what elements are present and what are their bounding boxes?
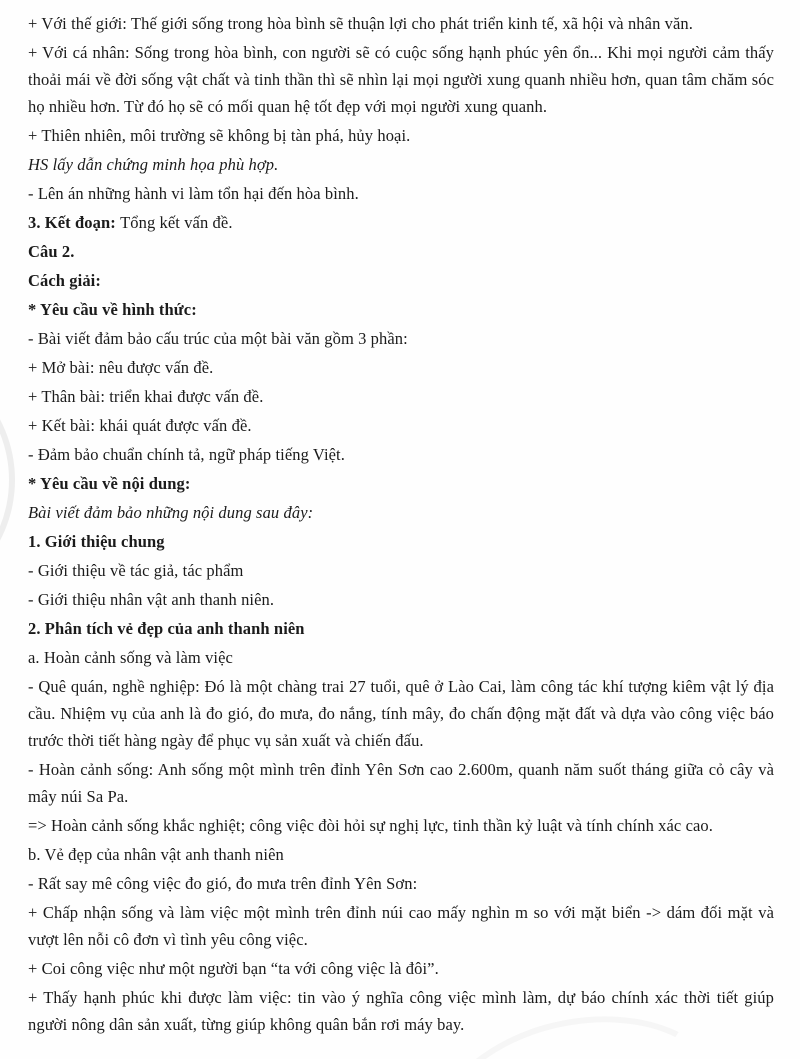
paragraph bbox=[28, 870, 774, 897]
paragraph bbox=[28, 586, 774, 613]
text-segment: * Yêu cầu về nội dung: bbox=[28, 474, 191, 493]
paragraph bbox=[28, 238, 774, 265]
paragraph bbox=[28, 984, 774, 1038]
text-segment: 3. Kết đoạn: bbox=[28, 213, 121, 232]
text-segment: b. Vẻ đẹp của nhân vật anh thanh niên bbox=[28, 845, 284, 864]
text-segment: - Giới thiệu về tác giả, tác phẩm bbox=[28, 561, 244, 580]
paragraph bbox=[28, 557, 774, 584]
paragraph bbox=[28, 296, 774, 323]
text-segment: + Thấy hạnh phúc khi được làm việc: tin vào ý nghĩa công việc mình làm, dự báo chính xác thời tiết giúp người nông dân sản xuất, từng giúp không quân bắn rơi máy bay. bbox=[28, 988, 774, 1034]
text-segment: Bài viết đảm bảo những nội dung sau đây: bbox=[28, 503, 314, 522]
paragraph bbox=[28, 267, 774, 294]
text-segment: 2. Phân tích vẻ đẹp của anh thanh niên bbox=[28, 619, 305, 638]
paragraph bbox=[28, 470, 774, 497]
paragraph bbox=[28, 841, 774, 868]
paragraph bbox=[28, 528, 774, 555]
text-segment: - Quê quán, nghề nghiệp: Đó là một chàng trai 27 tuổi, quê ở Lào Cai, làm công tác khí tượng kiêm vật lý địa cầu. Nhiệm vụ của anh là đo gió, đo mưa, đo nắng, tính mây, đo chấn động mặt đất và dựa vào công việc báo trước thời tiết hàng ngày để phục vụ sản xuất và chiến đấu. bbox=[28, 677, 774, 750]
paragraph bbox=[28, 151, 774, 178]
paragraph bbox=[28, 499, 774, 526]
paragraph bbox=[28, 180, 774, 207]
text-segment: + Kết bài: khái quát được vấn đề. bbox=[28, 416, 252, 435]
text-segment: - Bài viết đảm bảo cấu trúc của một bài văn gồm 3 phần: bbox=[28, 329, 408, 348]
paragraph bbox=[28, 756, 774, 810]
paragraph bbox=[28, 383, 774, 410]
paragraph bbox=[28, 673, 774, 754]
paragraph bbox=[28, 615, 774, 642]
paragraph bbox=[28, 899, 774, 953]
text-segment: + Coi công việc như một người bạn “ta với công việc là đôi”. bbox=[28, 959, 439, 978]
paragraph bbox=[28, 644, 774, 671]
text-segment: HS lấy dẫn chứng minh họa phù hợp. bbox=[28, 155, 279, 174]
text-segment: 1. Giới thiệu chung bbox=[28, 532, 165, 551]
paragraph bbox=[28, 325, 774, 352]
paragraph bbox=[28, 10, 774, 37]
text-segment: => Hoàn cảnh sống khắc nghiệt; công việc đòi hỏi sự nghị lực, tinh thần kỷ luật và tính chính xác cao. bbox=[28, 816, 713, 835]
paragraph bbox=[28, 441, 774, 468]
text-segment: Tổng kết vấn đề. bbox=[120, 213, 233, 232]
paragraph bbox=[28, 955, 774, 982]
paragraph bbox=[28, 812, 774, 839]
text-segment: + Với thế giới: Thế giới sống trong hòa bình sẽ thuận lợi cho phát triển kinh tế, xã hội và nhân văn. bbox=[28, 14, 694, 33]
text-segment: + Thiên nhiên, môi trường sẽ không bị tàn phá, hủy hoại. bbox=[28, 126, 411, 145]
text-segment: - Lên án những hành vi làm tổn hại đến hòa bình. bbox=[28, 184, 359, 203]
text-segment: + Với cá nhân: Sống trong hòa bình, con người sẽ có cuộc sống hạnh phúc yên ổn... Khi mọi người cảm thấy thoải mái về đời sống vật chất và tinh thần thì sẽ nhìn lại mọi người xung quanh nhiều hơn, quan tâm chăm sóc họ nhiều hơn. Từ đó họ sẽ có mối quan hệ tốt đẹp với mọi người xung quanh. bbox=[28, 43, 774, 116]
text-segment: - Giới thiệu nhân vật anh thanh niên. bbox=[28, 590, 275, 609]
text-segment: - Đảm bảo chuẩn chính tả, ngữ pháp tiếng Việt. bbox=[28, 445, 345, 464]
paragraph bbox=[28, 354, 774, 381]
text-segment: * Yêu cầu về hình thức: bbox=[28, 300, 197, 319]
text-segment: + Thân bài: triển khai được vấn đề. bbox=[28, 387, 264, 406]
paragraph bbox=[28, 122, 774, 149]
text-segment: + Chấp nhận sống và làm việc một mình trên đỉnh núi cao mấy nghìn m so với mặt biển -> dám đối mặt và vượt lên nỗi cô đơn vì tình yêu công việc. bbox=[28, 903, 774, 949]
text-segment: a. Hoàn cảnh sống và làm việc bbox=[28, 648, 233, 667]
paragraph bbox=[28, 39, 774, 120]
paragraph bbox=[28, 209, 774, 236]
paragraph bbox=[28, 412, 774, 439]
text-segment: Cách giải: bbox=[28, 271, 101, 290]
text-segment: + Mở bài: nêu được vấn đề. bbox=[28, 358, 214, 377]
document-body bbox=[28, 10, 774, 1038]
text-segment: Câu 2. bbox=[28, 242, 75, 261]
scan-watermark-left bbox=[0, 350, 15, 610]
text-segment: - Hoàn cảnh sống: Anh sống một mình trên đỉnh Yên Sơn cao 2.600m, quanh năm suốt tháng giữa cỏ cây và mây núi Sa Pa. bbox=[28, 760, 774, 806]
text-segment: - Rất say mê công việc đo gió, đo mưa trên đỉnh Yên Sơn: bbox=[28, 874, 418, 893]
